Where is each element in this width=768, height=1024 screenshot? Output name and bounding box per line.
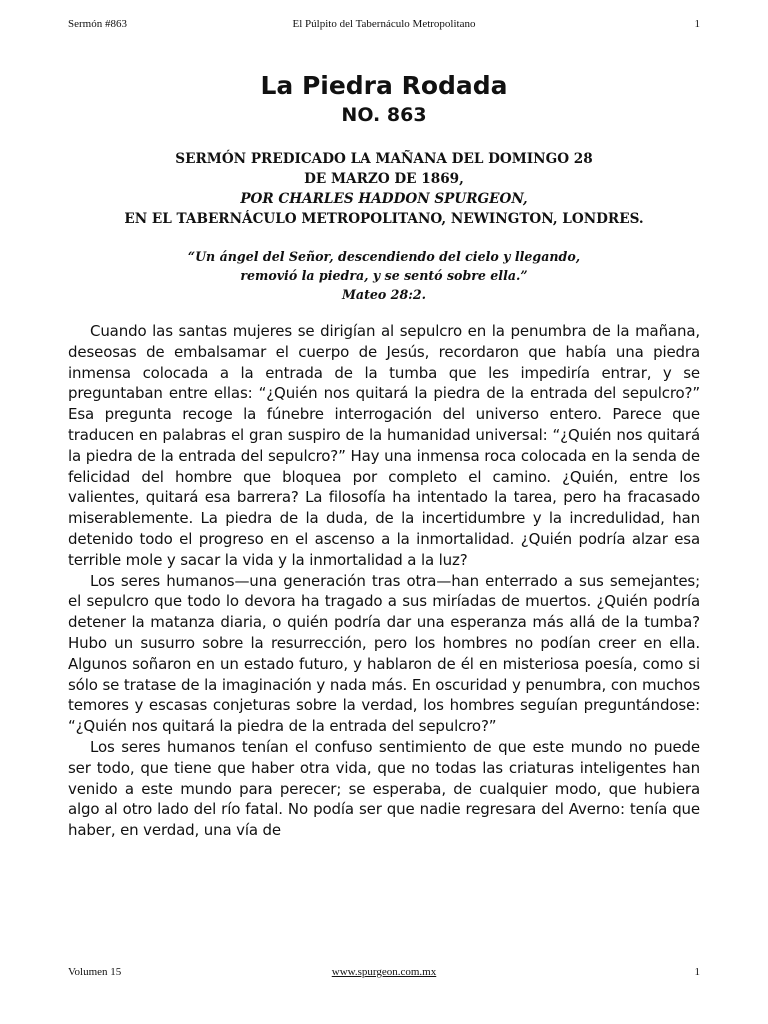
footer-website-link[interactable]: www.spurgeon.com.mx bbox=[331, 966, 437, 978]
quote-reference: Mateo 28:2. bbox=[341, 287, 427, 302]
body-paragraph: Cuando las santas mujeres se dirigían al sepulcro en la penumbra de la mañana, deseosas de embalsamar el cuerpo de Jesús, recordaron que había una piedra inmensa colocada a la entrada de la tumba que les impediría entrar, y se preguntaban entre ellas: “¿Quién nos quitará la piedra de la entrada del sepulcro?” Esa pregunta recoge la fúnebre interrogación del universo entero. Parece que traducen en palabras el gran suspiro de la humanidad universal: “¿Quién nos quitará la piedra de la entrada del sepulcro?” Hay una inmensa roca colocada en la senda de felicidad del hombre que bloquea por completo el camino. ¿Quién, entre los valientes, quitará esa barrera? La filosofía ha intentado la tarea, pero ha fracasado miserablemente. La piedra de la duda, de la incertidumbre y la incredulidad, han detenido todo el progreso en el ascenso a la inmortalidad. ¿Quién podría alzar esa terrible mole y sacar la vida y la inmortalidad a la luz? bbox=[68, 322, 700, 569]
scripture-quote bbox=[60, 247, 708, 304]
body-paragraph: Los seres humanos—una generación tras otra—han enterrado a sus semejantes; el sepulcro que todo lo devora ha tragado a sus miríadas de muertos. ¿Quién podría detener la matanza diaria, o quién podría dar una esperanza más allá de la tumba? Hubo un susurro sobre la resurrección, pero los hombres no podían creer en ella. Algunos soñaron en un estado futuro, y hablaron de él en misteriosa poesía, como si sólo se tratase de la imaginación y nada más. En oscuridad y penumbra, con muchos temores y escasas conjeturas sobre la verdad, los hombres seguían preguntándose: “¿Quién nos quitará la piedra de la entrada del sepulcro?” bbox=[68, 571, 700, 736]
header-page-number: 1 bbox=[694, 18, 700, 30]
subheading-line-2: DE MARZO DE 1869, bbox=[304, 171, 464, 187]
subheading-line-1: SERMÓN PREDICADO LA MAÑANA DEL DOMINGO 28 bbox=[175, 151, 593, 167]
body-paragraph: Los seres humanos tenían el confuso sentimiento de que este mundo no puede ser todo, que tiene que haber otra vida, que no todas las criaturas inteligentes han venido a este mundo para perecer; se esperaba, de cualquier modo, que hubiera algo al otro lado del río fatal. No podía ser que nadie regresara del Averno: tenía que haber, en verdad, una vía de bbox=[68, 737, 700, 840]
sermon-subheading bbox=[60, 149, 708, 229]
sermon-number: NO. 863 bbox=[341, 104, 427, 126]
footer-page-number: 1 bbox=[694, 966, 700, 978]
sermon-title: La Piedra Rodada bbox=[260, 71, 508, 100]
quote-line-1: “Un ángel del Señor, descendiendo del cielo y llegando, bbox=[187, 249, 581, 264]
header-publication-title: El Púlpito del Tabernáculo Metropolitano bbox=[292, 18, 476, 30]
header-sermon-number: Sermón #863 bbox=[68, 18, 127, 30]
running-header bbox=[68, 18, 700, 34]
subheading-author: POR CHARLES HADDON SPURGEON, bbox=[240, 191, 528, 207]
quote-line-2: removió la piedra, y se sentó sobre ella.” bbox=[240, 268, 528, 283]
running-footer bbox=[68, 966, 700, 982]
sermon-body bbox=[68, 321, 700, 841]
subheading-location: EN EL TABERNÁCULO METROPOLITANO, NEWINGTON, LONDRES. bbox=[124, 211, 644, 227]
footer-volume: Volumen 15 bbox=[68, 966, 122, 978]
